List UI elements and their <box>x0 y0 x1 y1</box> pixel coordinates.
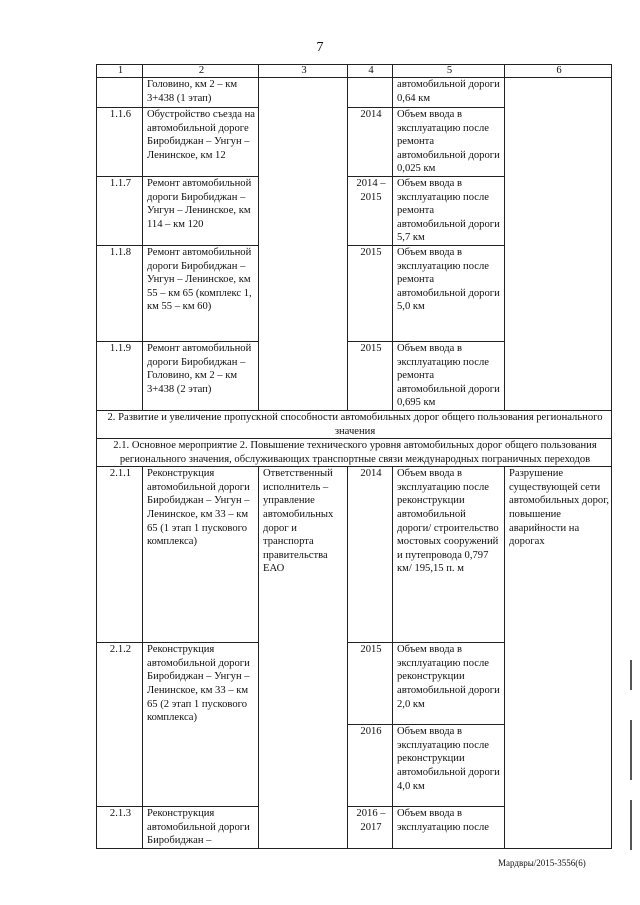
row-name: Ремонт автомобильной дороги Биробиджан – Головино, км 2 – км 3+438 (2 этап) <box>143 341 259 410</box>
header-cell: 2 <box>143 65 259 78</box>
row-indicator: Объем ввода в эксплуатацию после ремонта автомобильной дороги 0,025 км <box>393 108 505 177</box>
row-number: 1.1.9 <box>97 341 143 410</box>
row-number: 1.1.6 <box>97 108 143 177</box>
page-number: 7 <box>316 40 324 55</box>
row-year: 2014 <box>348 108 393 177</box>
header-cell: 3 <box>259 65 348 78</box>
row-number: 2.1.2 <box>97 643 143 807</box>
row-number: 2.1.1 <box>97 467 143 643</box>
header-cell: 6 <box>505 65 612 78</box>
row-name: Обустройство съезда на автомобильной дороге Биробиджан – Унгун – Ленинское, км 12 <box>143 108 259 177</box>
responsible-cell: Ответственный исполнитель – управление автомобильных дорог и транспорта правительства ЕАО <box>259 467 348 849</box>
row-year: 2014 <box>348 467 393 643</box>
row-name: Головино, км 2 – км 3+438 (1 этап) <box>143 78 259 108</box>
program-table <box>96 64 612 849</box>
header-cell: 4 <box>348 65 393 78</box>
row-year: 2016 – 2017 <box>348 807 393 849</box>
row-name: Реконструкция автомобильной дороги Биробиджан – Унгун – Ленинское, км 33 – км 65 (2 этап 1 пускового комплекса) <box>143 643 259 807</box>
row-indicator: Объем ввода в эксплуатацию после реконструкции автомобильной дороги 4,0 км <box>393 725 505 807</box>
row-name: Реконструкция автомобильной дороги Биробиджан – <box>143 807 259 849</box>
section-row <box>97 410 612 438</box>
row-year: 2014 – 2015 <box>348 176 393 245</box>
header-row <box>97 65 612 78</box>
row-number: 1.1.8 <box>97 245 143 341</box>
row-indicator: автомобильной дороги 0,64 км <box>393 78 505 108</box>
row-year: 2016 <box>348 725 393 807</box>
row-number: 1.1.7 <box>97 176 143 245</box>
row-name: Ремонт автомобильной дороги Биробиджан – Унгун – Ленинское, км 114 – км 120 <box>143 176 259 245</box>
scan-edge-marks <box>630 640 634 870</box>
header-cell: 5 <box>393 65 505 78</box>
consequence-cell: Разрушение существующей сети автомобильных дорог, повышение аварийности на дорогах <box>505 467 612 849</box>
consequence-cell-empty <box>505 78 612 411</box>
responsible-cell-empty <box>259 78 348 411</box>
row-year: 2015 <box>348 245 393 341</box>
row-year <box>348 78 393 108</box>
row-indicator: Объем ввода в эксплуатацию после ремонта автомобильной дороги 0,695 км <box>393 341 505 410</box>
table-row <box>97 467 612 643</box>
row-indicator: Объем ввода в эксплуатацию после реконструкции автомобильной дороги 2,0 км <box>393 643 505 725</box>
section-title: 2. Развитие и увеличение пропускной способности автомобильных дорог общего пользования регионального значения <box>97 410 612 438</box>
measure-row <box>97 439 612 467</box>
row-indicator: Объем ввода в эксплуатацию после ремонта автомобильной дороги 5,0 км <box>393 245 505 341</box>
row-name: Ремонт автомобильной дороги Биробиджан – Унгун – Ленинское, км 55 – км 65 (комплекс 1, км 55 – км 60) <box>143 245 259 341</box>
measure-title: 2.1. Основное мероприятие 2. Повышение технического уровня автомобильных дорог общего пользования регионального значения, обслуживающих транспортные связи международных пограничных переходов <box>97 439 612 467</box>
row-indicator: Объем ввода в эксплуатацию после <box>393 807 505 849</box>
row-number: 2.1.3 <box>97 807 143 849</box>
table-row <box>97 78 612 108</box>
row-indicator: Объем ввода в эксплуатацию после реконструкции автомобильной дороги/ строительство мостовых сооружений и путепровода 0,797 км/ 195,15 п. м <box>393 467 505 643</box>
row-year: 2015 <box>348 643 393 725</box>
row-year: 2015 <box>348 341 393 410</box>
row-number <box>97 78 143 108</box>
footer-doc-id: Мардвры/2015-3556(6) <box>498 858 586 868</box>
row-indicator: Объем ввода в эксплуатацию после ремонта автомобильной дороги 5,7 км <box>393 176 505 245</box>
row-name: Реконструкция автомобильной дороги Биробиджан – Унгун – Ленинское, км 33 – км 65 (1 этап 1 пускового комплекса) <box>143 467 259 643</box>
header-cell: 1 <box>97 65 143 78</box>
